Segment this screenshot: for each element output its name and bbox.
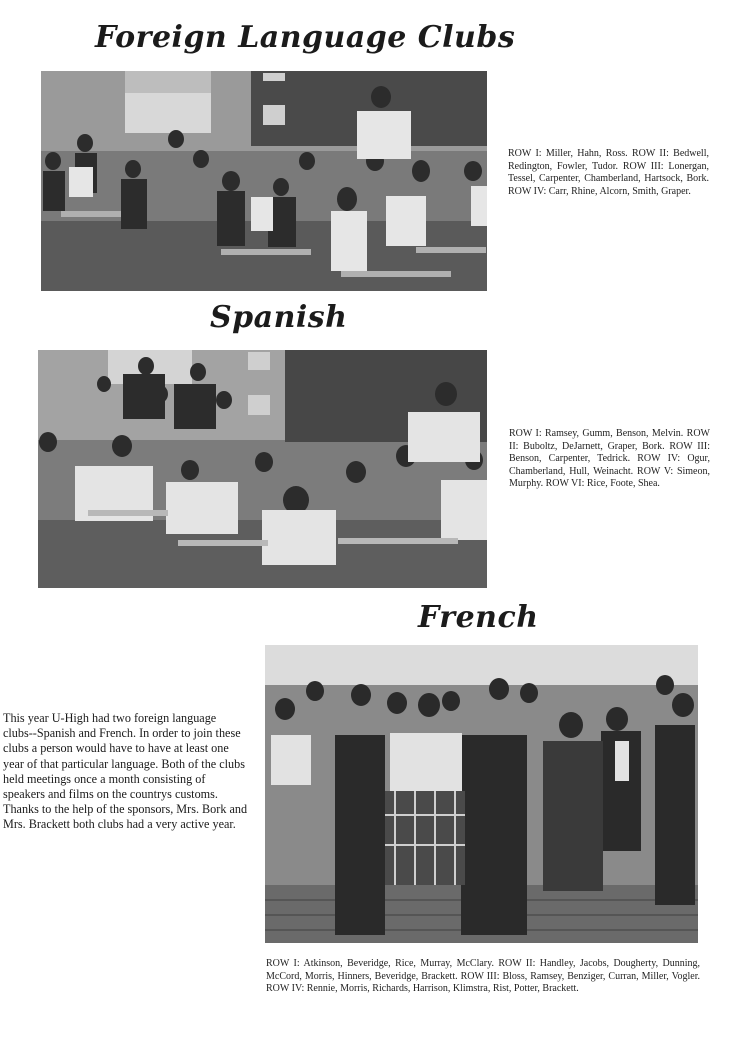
french-club-caption: ROW I: Atkinson, Beveridge, Rice, Murray, McClary. ROW II: Handley, Jacobs, Dougherty, Dunning, McCord, Morris, Hinners, Beveridge, Brackett. ROW III: Bloss, Ramsey, Benziger, Curran, Miller, Vogler. ROW IV: Rennie, Morris, Richards, Harrison, Klimstra, Rist, Potter, Brackett.	[266, 958, 700, 995]
foreign-club-photo	[41, 71, 487, 291]
club-description: This year U-High had two foreign language clubs--Spanish and French. In order to join these clubs a person would have to have at least one year of that particular language. Both of the clubs held meetings once a month consisting of speakers and films on the countrys customs. Thanks to the help of the sponsors, Mrs. Bork and Mrs. Brackett both clubs had a very active year.	[3, 711, 248, 832]
page-title: Foreign Language Clubs	[95, 20, 516, 55]
french-title: French	[418, 600, 539, 635]
foreign-club-caption: ROW I: Miller, Hahn, Ross. ROW II: Bedwell, Redington, Fowler, Tudor. ROW III: Lonergan, Tessel, Carpenter, Chamberland, Hartsock, Bork. ROW IV: Carr, Rhine, Alcorn, Smith, Graper.	[508, 148, 709, 197]
spanish-club-photo	[38, 350, 487, 588]
spanish-club-caption: ROW I: Ramsey, Gumm, Benson, Melvin. ROW II: Buboltz, DeJarnett, Graper, Bork. ROW III: Benson, Carpenter, Tedrick. ROW IV: Ogur, Chamberland, Hull, Weinacht. ROW V: Simeon, Murphy. ROW VI: Rice, Foote, Shea.	[509, 428, 710, 490]
french-club-photo	[265, 645, 698, 943]
spanish-title: Spanish	[210, 300, 348, 335]
